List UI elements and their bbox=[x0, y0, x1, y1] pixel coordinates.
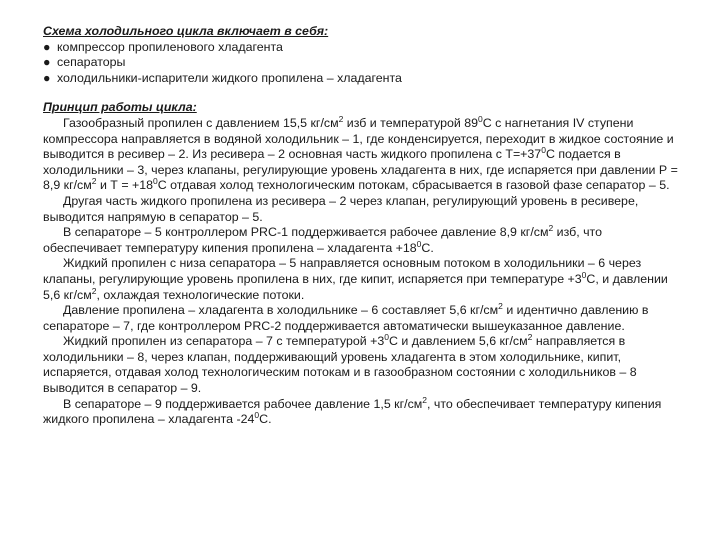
paragraph-3: В сепараторе – 5 контроллером PRC-1 поддерживается рабочее давление 8,9 $кг/см^2$ изб, что обеспечивает температуру кипения пропилена – хладагента $+18^0С$. bbox=[43, 223, 602, 255]
list-item-text: холодильники-испарители жидкого пропилена – хладагента bbox=[57, 70, 402, 85]
document-page bbox=[43, 24, 683, 428]
list-item-text: сепараторы bbox=[57, 55, 126, 70]
paragraph-5: Давление пропилена – хладагента в холодильнике – 6 составляет 5,6 $кг/см^2$ и идентично давлению в сепараторе – 7, где контроллером PRC-2 поддерживается автоматически вышеуказанное давление. bbox=[43, 301, 649, 333]
list-item bbox=[43, 55, 683, 71]
paragraph-1: Газообразный пропилен с давлением 15,5 $кг/см^2$ изб и температурой $89^0С$ с нагнетания IV ступени компрессора направляется в водяной холодильник – 1, где конденсируется, переходит в жидкое состояние и выводится в ресивер – 2. Из ресивера – 2 основная часть жидкого пропилена с $Т=+37^0С$ подается в холодильники – 3, через клапаны, регулирующие уровень хладагента в них, где испаряется при давлении Р = 8,9 $кг/см^2$ и $Т = +18^0С$ отдавая холод технологическим потокам, сбрасывается в газовой фазе сепаратор – 5. bbox=[43, 113, 678, 193]
composition-list bbox=[43, 40, 683, 87]
principle-heading: Принцип работы цикла: bbox=[43, 100, 197, 115]
list-item bbox=[43, 40, 683, 56]
composition-heading: Схема холодильного цикла включает в себя: bbox=[43, 24, 329, 38]
list-item bbox=[43, 71, 683, 87]
list-item-text: компрессор пропиленового хладагента bbox=[57, 39, 283, 54]
bullet-icon: ● bbox=[43, 70, 51, 85]
paragraph-2: Другая часть жидкого пропилена из ресивера – 2 через клапан, регулирующий уровень в ресивере, выводится напрямую в сепаратор – 5. bbox=[43, 193, 639, 224]
paragraph-4: Жидкий пропилен с низа сепаратора – 5 направляется основным потоком в холодильники – 6 через клапаны, регулирующие уровень пропилена в них, где кипит, испаряется при температуре $+3^0С$, и давлении 5,6 $кг/см^2$, охлаждая технологические потоки. bbox=[43, 256, 668, 302]
paragraph-6: Жидкий пропилен из сепаратора – 7 с температурой $+3^0С$ и давлением 5,6 $кг/см^2$ направляется в холодильники – 8, через клапан, поддерживающий уровень хладагента в этом холодильнике, кипит, испаряется, отдавая холод технологическим потокам и в газообразном состоянии с холодильников – 8 выводится в сепаратор – 9. bbox=[43, 332, 637, 396]
bullet-icon: ● bbox=[43, 39, 51, 54]
paragraph-7: В сепараторе – 9 поддерживается рабочее давление 1,5 $кг/см^2$, что обеспечивает температуру кипения жидкого пропилена – хладагента $-24^0С$. bbox=[43, 394, 662, 427]
bullet-icon: ● bbox=[43, 55, 51, 70]
